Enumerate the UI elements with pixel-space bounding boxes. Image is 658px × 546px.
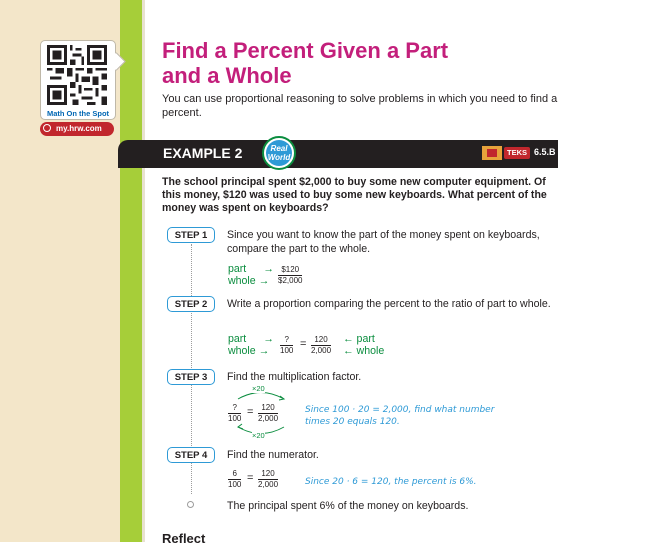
step-4-fraction-left: [228, 469, 241, 490]
fraction-denominator: 2,000: [311, 346, 332, 355]
green-margin-stripe: [120, 0, 142, 542]
step-1-labels: [228, 263, 274, 287]
hrw-logo-icon: [43, 124, 51, 132]
step-4-fraction-right: [258, 469, 278, 490]
fraction-denominator: 2,000: [258, 414, 279, 423]
fraction-numerator: 120: [311, 335, 331, 346]
title-line-2: and a Whole: [162, 63, 292, 88]
step-2-badge: STEP 2: [167, 296, 215, 312]
step-1-fraction: [278, 265, 302, 286]
step-3-badge: STEP 3: [167, 369, 215, 385]
step-end-marker: [187, 501, 194, 508]
step-3-fraction-right: [258, 403, 278, 424]
step-4-badge: STEP 4: [167, 447, 215, 463]
real-world-badge-text: [266, 140, 292, 166]
step-4-note: Since 20 · 6 = 120, the percent is 6%.: [305, 477, 477, 487]
step-2-part-label: part: [228, 333, 247, 345]
real-world-line-1: Real: [270, 144, 288, 153]
teks-badge: TEKS: [504, 147, 530, 159]
times-20-bottom: ×20: [252, 431, 265, 440]
step-1-text: Since you want to know the part of the money spent on keyboards, compare the part to the whole.: [227, 229, 540, 255]
arrow-right-icon: →: [258, 275, 270, 287]
equals-sign: =: [247, 406, 254, 418]
problem-statement: The school principal spent $2,000 to buy some new computer equipment. Of this money, $120 was used to buy some new keyboards. What percent of the money was spent on keyboards?: [162, 176, 547, 214]
step-3-note-line-2: times 20 equals 120.: [305, 417, 400, 427]
times-20-top: ×20: [252, 384, 265, 393]
step-3-note-line-1: Since 100 · 20 = 2,000, find what number: [305, 405, 495, 415]
fraction-denominator: 100: [228, 480, 242, 489]
fraction-numerator: 6: [228, 469, 241, 480]
fraction-denominator: 2,000: [258, 480, 279, 489]
conclusion-text: The principal spent 6% of the money on keyboards.: [227, 500, 469, 512]
section-title: [162, 38, 448, 88]
fraction-denominator: 100: [228, 414, 242, 423]
equals-sign: =: [300, 338, 307, 350]
equals-sign: =: [247, 472, 254, 484]
hrw-link-label: my.hrw.com: [56, 124, 102, 133]
step-1-badge: STEP 1: [167, 227, 215, 243]
arrow-right-icon: →: [263, 333, 274, 345]
margin-divider: [142, 0, 145, 542]
step-2-right-part: part: [356, 333, 375, 345]
teks-code: 6.5.B: [534, 147, 556, 157]
math-on-the-spot-qr[interactable]: [40, 40, 116, 120]
qr-code-icon: [45, 45, 109, 105]
arrow-left-icon: ←: [343, 345, 354, 357]
step-3-note: [305, 404, 494, 428]
step-4-text: Find the numerator.: [227, 449, 319, 461]
title-line-1: Find a Percent Given a Part: [162, 38, 449, 63]
fraction-numerator: 120: [258, 469, 278, 480]
arrow-right-icon: →: [263, 263, 274, 275]
real-world-badge-icon: [262, 136, 296, 170]
fraction-denominator: $2,000: [278, 276, 303, 285]
fraction-numerator: $120: [278, 265, 302, 276]
step-3-text: Find the multiplication factor.: [227, 371, 362, 383]
hrw-link[interactable]: [40, 122, 114, 136]
fraction-numerator: ?: [228, 403, 241, 414]
texas-flag-icon: [482, 146, 502, 160]
step-2-fraction-right: [311, 335, 331, 356]
arrow-right-icon: →: [258, 345, 270, 357]
example-label: EXAMPLE 2: [163, 145, 243, 161]
step-2-right-whole: whole: [356, 345, 385, 357]
fraction-numerator: 120: [258, 403, 278, 414]
step-2-whole-label: whole: [228, 345, 256, 357]
step-3-fraction-left: [228, 403, 241, 424]
qr-caption: Math On the Spot: [46, 109, 110, 118]
arrow-left-icon: ←: [343, 333, 354, 345]
step-2-text: Write a proportion comparing the percent to the ratio of part to whole.: [227, 298, 551, 310]
real-world-line-2: World: [267, 153, 291, 162]
step-2-fraction-left: [280, 335, 293, 356]
fraction-numerator: ?: [280, 335, 293, 346]
step-2-left-labels: [228, 333, 274, 357]
step-1-part-label: part: [228, 263, 247, 275]
fraction-denominator: 100: [280, 346, 294, 355]
step-1-whole-label: whole: [228, 275, 256, 287]
intro-text: You can use proportional reasoning to solve problems in which you need to find a percent.: [162, 93, 558, 119]
step-2-right-labels: [343, 333, 384, 357]
reflect-heading: Reflect: [162, 531, 206, 546]
